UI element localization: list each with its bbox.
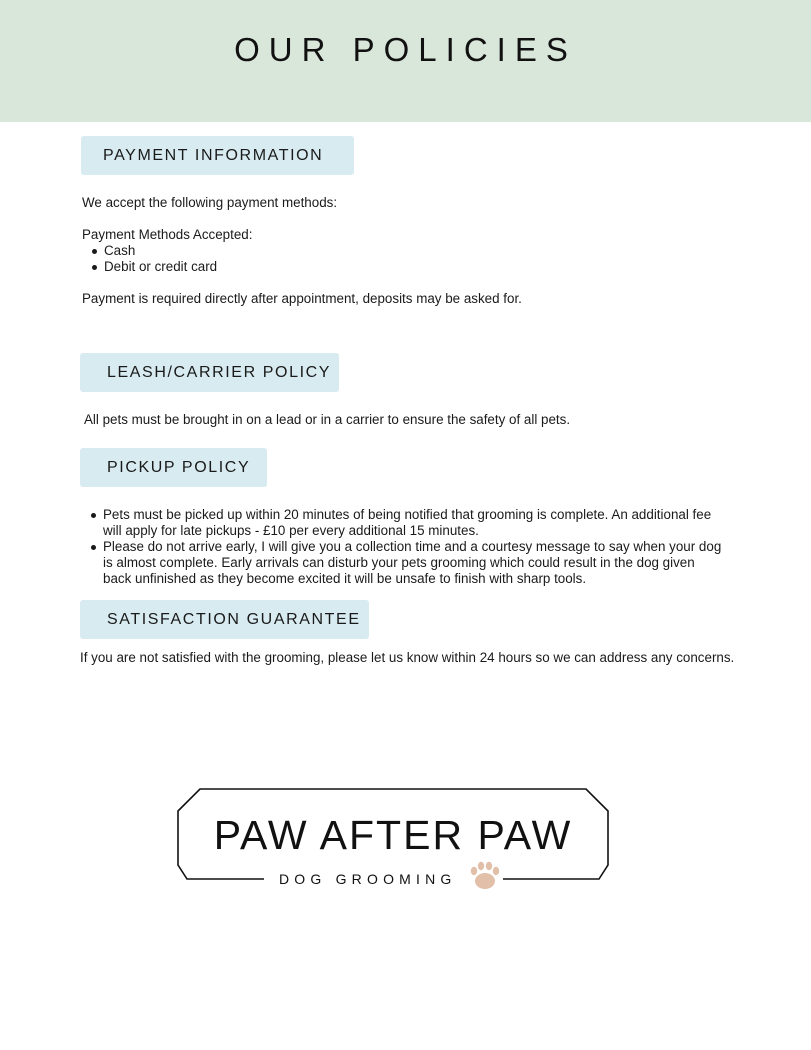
logo-name: PAW AFTER PAW <box>213 812 573 858</box>
list-item: Debit or credit card <box>82 259 382 275</box>
payment-methods-list <box>82 243 382 275</box>
payment-note: Payment is required directly after appointment, deposits may be asked for. <box>82 291 522 306</box>
list-item: Pets must be picked up within 20 minutes of being notified that grooming is complete. An additional fee will apply for late pickups - £10 per every additional 15 minutes. <box>81 507 726 539</box>
paw-print-icon <box>471 862 499 889</box>
satisfaction-text: If you are not satisfied with the grooming, please let us know within 24 hours so we can address any concerns. <box>80 650 735 665</box>
leash-text: All pets must be brought in on a lead or in a carrier to ensure the safety of all pets. <box>84 412 571 427</box>
pickup-heading: PICKUP POLICY <box>80 448 267 487</box>
satisfaction-heading: SATISFACTION GUARANTEE <box>80 600 369 639</box>
pickup-list <box>81 507 726 587</box>
brand-logo <box>176 787 610 895</box>
list-item: Please do not arrive early, I will give you a collection time and a courtesy message to say when your dog is almost complete. Early arrivals can disturb your pets grooming which could result in the dog given back unfinished as they become excited it will be unsafe to finish with sharp tools. <box>81 539 726 587</box>
logo-tagline: DOG GROOMING <box>279 871 457 887</box>
leash-heading: LEASH/CARRIER POLICY <box>80 353 339 392</box>
payment-intro: We accept the following payment methods: <box>82 195 338 210</box>
payment-methods-label: Payment Methods Accepted: <box>82 227 253 242</box>
page-title: OUR POLICIES <box>234 31 577 68</box>
payment-heading: PAYMENT INFORMATION <box>81 136 354 175</box>
list-item: Cash <box>82 243 382 259</box>
